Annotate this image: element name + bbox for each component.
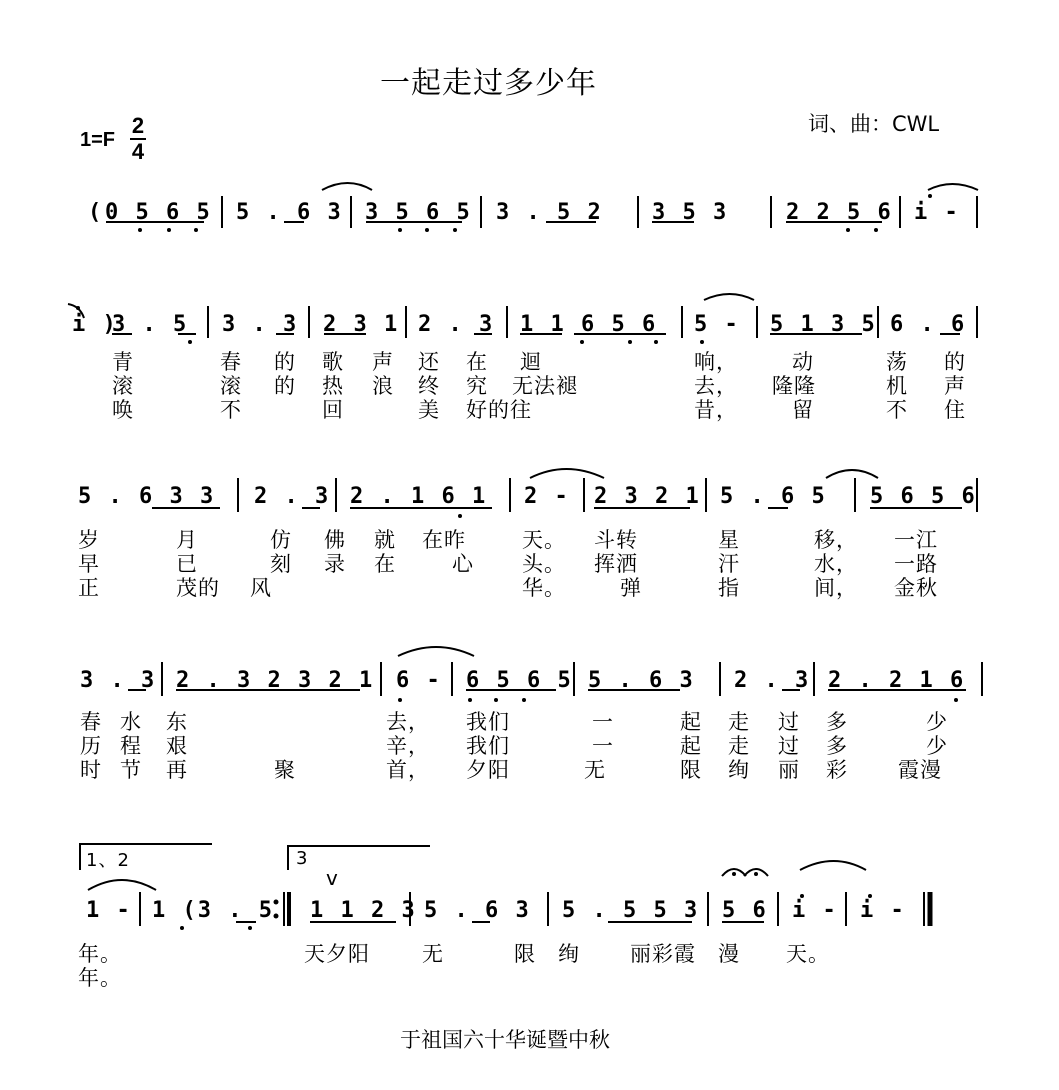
note-group: i - — [860, 898, 906, 923]
octave-dot — [874, 228, 878, 232]
octave-dot — [180, 926, 184, 930]
octave-dot — [398, 228, 402, 232]
note-group: 3 5 6 5 — [365, 200, 472, 225]
lyric-syllable: 漫 — [718, 942, 740, 966]
octave-dot — [522, 698, 526, 702]
lyric-syllable: 春 — [220, 350, 242, 374]
volta-1-bracket — [80, 844, 212, 870]
lyric-syllable: 指 — [718, 576, 740, 600]
octave-dot — [468, 698, 472, 702]
lyric-syllable: 天。 — [786, 942, 830, 966]
lyric-syllable: 录 — [324, 552, 346, 576]
note-group: 1 - — [86, 898, 132, 923]
lyric-syllable: 就 — [374, 528, 396, 552]
lyric-syllable: 不 — [220, 398, 242, 422]
lyric-syllable: 一路 — [894, 552, 938, 576]
lyric-syllable: 间， — [814, 576, 858, 600]
note-group: 3 . 5 — [112, 312, 189, 337]
lyric-syllable: 辛， — [386, 734, 430, 758]
lyric-syllable: 过 — [778, 734, 800, 758]
slur — [322, 183, 372, 190]
lyric-syllable: 的 — [944, 350, 966, 374]
octave-dot-high — [868, 894, 872, 898]
lyric-syllable: 终 — [418, 374, 440, 398]
note-group: 2 . 3 2 3 2 1 — [176, 668, 375, 693]
lyric-syllable: 去， — [694, 374, 738, 398]
note-group: 3 . 3 — [222, 312, 299, 337]
lyric-syllable: 夕阳 — [466, 758, 510, 782]
slur — [800, 861, 866, 870]
lyric-syllable: 天夕阳 — [304, 942, 370, 966]
lyric-syllable: 回 — [322, 398, 344, 422]
lyric-syllable: 响， — [694, 350, 738, 374]
lyric-syllable: 起 — [680, 710, 702, 734]
lyric-syllable: 彩 — [826, 758, 848, 782]
slur — [704, 294, 754, 300]
lyric-syllable: 滚 — [112, 374, 134, 398]
octave-dot — [458, 514, 462, 518]
lyric-syllable: 东 — [166, 710, 188, 734]
octave-dot — [580, 340, 584, 344]
octave-dot — [398, 698, 402, 702]
lyric-syllable: 金秋 — [894, 576, 938, 600]
lyric-syllable: 正 — [78, 576, 100, 600]
note-group: 1 (3 . 5 — [152, 898, 274, 923]
lyric-syllable: 早 — [78, 552, 100, 576]
lyric-syllable: 茂的 — [176, 576, 220, 600]
lyric-syllable: 岁 — [78, 528, 100, 552]
lyric-syllable: 首， — [386, 758, 430, 782]
note-group: 5 . 6 3 3 — [78, 484, 216, 509]
octave-dot — [494, 698, 498, 702]
lyric-syllable: 月 — [176, 528, 198, 552]
lyric-syllable: 在 — [374, 552, 396, 576]
lyric-syllable: 热 — [322, 374, 344, 398]
lyric-syllable: 天。 — [522, 528, 566, 552]
octave-dot — [700, 340, 704, 344]
lyric-syllable: 艰 — [166, 734, 188, 758]
volta-1-label: 1、2 — [86, 850, 130, 871]
time-signature-top: 2 — [131, 113, 145, 138]
lyric-syllable: 青 — [112, 350, 134, 374]
note-group: 6 . 6 — [890, 312, 967, 337]
lyric-syllable: 去， — [386, 710, 430, 734]
lyric-syllable: 移， — [814, 528, 858, 552]
lyric-syllable: 一 — [592, 734, 614, 758]
note-group: 2 . 3 — [254, 484, 331, 509]
note-group: 6 5 6 5 — [466, 668, 573, 693]
lyric-syllable: 丽 — [778, 758, 800, 782]
note-group: 5 . 6 3 — [424, 898, 531, 923]
breath-mark: v — [326, 866, 338, 890]
song-title: 一起走过多少年 — [380, 66, 597, 101]
lyric-syllable: 的 — [274, 350, 296, 374]
note-group: 5 . 6 3 — [236, 200, 343, 225]
lyric-syllable: 还 — [418, 350, 440, 374]
lyric-syllable: 历 — [80, 734, 102, 758]
note-group: 3 . 5 2 — [496, 200, 603, 225]
lyric-syllable: 节 — [120, 758, 142, 782]
octave-dot — [194, 228, 198, 232]
repeat-dot — [274, 900, 279, 905]
note-group: 2 . 3 — [418, 312, 495, 337]
slur — [530, 469, 604, 478]
lyric-syllable: 丽彩霞 — [630, 942, 696, 966]
lyric-syllable: 汗 — [718, 552, 740, 576]
lyric-syllable: 再 — [166, 758, 188, 782]
note-group: 2 3 1 — [323, 312, 400, 337]
lyric-syllable: 过 — [778, 710, 800, 734]
lyric-syllable: 起 — [680, 734, 702, 758]
lyric-syllable: 的 — [274, 374, 296, 398]
octave-dot — [425, 228, 429, 232]
note-group: 2 . 3 — [734, 668, 811, 693]
octave-dot — [954, 698, 958, 702]
octave-dot — [453, 228, 457, 232]
lyric-syllable: 究 — [466, 374, 488, 398]
note-group: 2 3 2 1 — [594, 484, 701, 509]
slur — [398, 647, 474, 656]
lyric-syllable: 佛 — [324, 528, 346, 552]
footer-dedication: 于祖国六十华诞暨中秋 — [400, 1028, 610, 1052]
lyric-syllable: 星 — [718, 528, 740, 552]
note-group: i - — [792, 898, 838, 923]
lyric-syllable: 仿 — [270, 528, 292, 552]
note-group: 5 1 3 5 — [770, 312, 877, 337]
lyric-syllable: 走 — [728, 734, 750, 758]
octave-dot — [628, 340, 632, 344]
note-group: 1 1 2 3 — [310, 898, 417, 923]
lyric-syllable: 水， — [814, 552, 858, 576]
volta-2-bracket — [288, 846, 430, 870]
lyric-syllable: 我们 — [466, 710, 510, 734]
lyric-syllable: 荡 — [886, 350, 908, 374]
lyric-syllable: 走 — [728, 710, 750, 734]
lyric-syllable: 少 — [926, 710, 948, 734]
lyric-syllable: 华。 — [522, 576, 566, 600]
note-group: 3 5 3 — [652, 200, 729, 225]
lyric-syllable: 无法褪 — [512, 374, 578, 398]
lyric-syllable: 我们 — [466, 734, 510, 758]
note-group: 2 . 1 6 1 — [350, 484, 488, 509]
fermata-dot — [732, 872, 736, 876]
lyric-syllable: 唤 — [112, 398, 134, 422]
note-group: 5 . 6 5 — [720, 484, 827, 509]
key-signature: 1=F — [80, 129, 116, 151]
lyric-syllable: 住 — [944, 398, 966, 422]
lyric-syllable: 不 — [886, 398, 908, 422]
lyric-syllable: 时 — [80, 758, 102, 782]
note-group: 6 - — [396, 668, 442, 693]
lyric-syllable: 在昨 — [422, 528, 466, 552]
lyric-syllable: 留 — [792, 398, 814, 422]
note-group: 0 5 6 5 — [105, 200, 212, 225]
note-group: 1 1 6 5 6 — [520, 312, 658, 337]
lyric-syllable: 迴 — [520, 350, 542, 374]
slur — [928, 184, 978, 190]
octave-dot — [167, 228, 171, 232]
lyric-syllable: 已 — [176, 552, 198, 576]
octave-dot-high — [76, 306, 80, 310]
note-group: 5 6 5 6 — [870, 484, 977, 509]
octave-dot — [654, 340, 658, 344]
note-group: i ) — [72, 312, 118, 337]
octave-dot-high — [800, 894, 804, 898]
lyric-syllable: 多 — [826, 734, 848, 758]
lyric-syllable: 无 — [584, 758, 606, 782]
lyric-syllable: 机 — [886, 374, 908, 398]
octave-dot-high — [928, 194, 932, 198]
lyric-syllable: 一江 — [894, 528, 938, 552]
slur — [826, 470, 878, 478]
lyric-syllable: 水 — [120, 710, 142, 734]
octave-dot — [248, 926, 252, 930]
note-group: 5 - — [694, 312, 740, 337]
note-group: 2 - — [524, 484, 570, 509]
lyric-syllable: 浪 — [372, 374, 394, 398]
lyric-syllable: 风 — [250, 576, 272, 600]
opening-paren: ( — [88, 200, 104, 225]
slur — [88, 880, 156, 890]
lyric-syllable: 绚 — [558, 942, 580, 966]
lyric-syllable: 滚 — [220, 374, 242, 398]
note-group: 3 . 3 — [80, 668, 157, 693]
lyric-syllable: 聚 — [274, 758, 296, 782]
lyric-syllable: 头。 — [522, 552, 566, 576]
lyric-syllable: 春 — [80, 710, 102, 734]
lyric-syllable: 少 — [926, 734, 948, 758]
lyric-syllable: 动 — [792, 350, 814, 374]
lyric-syllable: 限 — [680, 758, 702, 782]
lyric-syllable: 隆隆 — [772, 374, 816, 398]
lyric-syllable: 限 — [514, 942, 536, 966]
lyric-syllable: 弹 — [620, 576, 642, 600]
lyric-syllable: 挥洒 — [594, 552, 638, 576]
octave-dot — [188, 340, 192, 344]
note-group: i - — [914, 200, 960, 225]
lyric-syllable: 声 — [944, 374, 966, 398]
lyric-syllable: 绚 — [728, 758, 750, 782]
lyric-syllable: 一 — [592, 710, 614, 734]
lyric-syllable: 斗转 — [594, 528, 638, 552]
note-group: 2 2 5 6 — [786, 200, 893, 225]
lyric-syllable: 声 — [372, 350, 394, 374]
time-signature-bottom: 4 — [131, 139, 145, 164]
octave-dot — [846, 228, 850, 232]
lyric-syllable: 美 — [418, 398, 440, 422]
fermata-dot — [754, 872, 758, 876]
note-group: 2 . 2 1 6 — [828, 668, 966, 693]
note-group: 5 . 5 5 3 — [562, 898, 700, 923]
lyric-syllable: 刻 — [270, 552, 292, 576]
octave-dot — [138, 228, 142, 232]
credit-line: 词、曲：CWL — [808, 112, 940, 136]
note-group: 5 . 6 3 — [588, 668, 695, 693]
lyric-syllable: 霞漫 — [898, 758, 942, 782]
lyric-syllable: 昔， — [694, 398, 738, 422]
lyric-syllable: 好的往 — [466, 398, 532, 422]
note-group: 5 6 — [722, 898, 768, 923]
lyric-syllable: 年。 — [78, 966, 122, 990]
lyric-syllable: 无 — [422, 942, 444, 966]
repeat-dot — [274, 914, 279, 919]
slur — [68, 304, 84, 318]
lyric-syllable: 程 — [120, 734, 142, 758]
lyric-syllable: 多 — [826, 710, 848, 734]
lyric-syllable: 心 — [452, 552, 474, 576]
lyric-syllable: 歌 — [322, 350, 344, 374]
volta-2-label: 3 — [296, 848, 309, 869]
lyric-syllable: 年。 — [78, 942, 122, 966]
lyric-syllable: 在 — [466, 350, 488, 374]
